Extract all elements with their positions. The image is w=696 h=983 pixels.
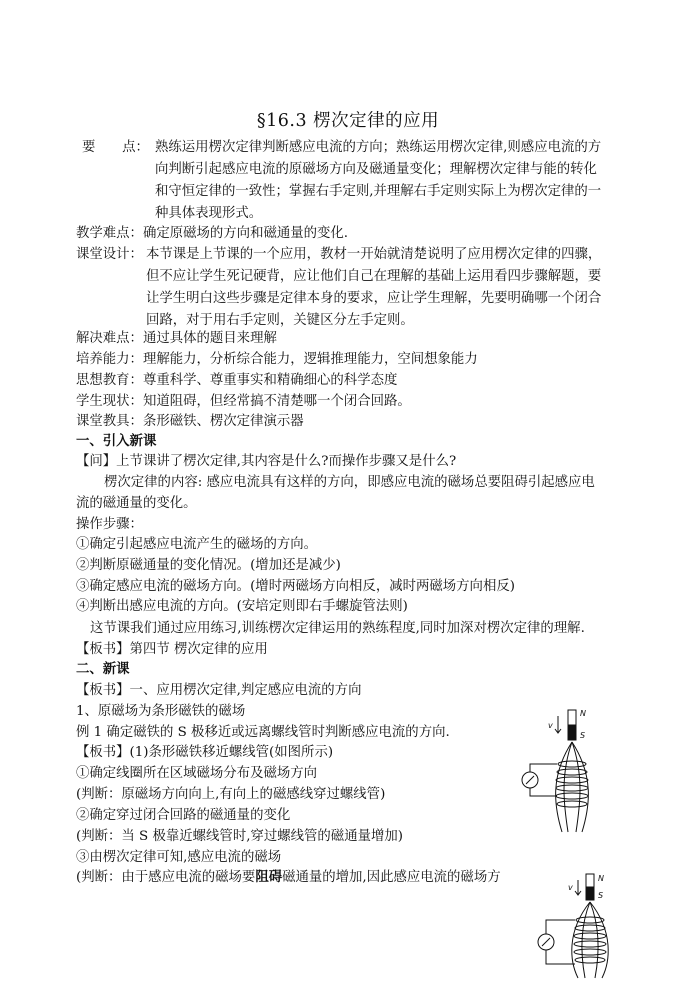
judge-c-post: 磁通量的增加,因此感应电流的磁场方	[282, 870, 501, 885]
step-4: ④判断出感应电流的方向。(安培定则即右手螺旋管法则)	[76, 599, 408, 614]
judge-a: (判断：原磁场方向向上,有向上的磁感线穿过螺线管)	[76, 787, 386, 802]
ideology-label: 思想教育：	[76, 373, 143, 388]
figure1-n-label: N	[580, 709, 586, 718]
design-line-3: 让学生明白这些步骤是定律本身的要求，应让学生理解，先要明确哪一个闭合	[146, 291, 602, 306]
key-points-line-2: 向判断引起感应电流的原磁场方向及磁通量变化；理解楞次定律与能的转化	[155, 162, 597, 177]
step-2: ②判断原磁通量的变化情况。(增加还是减少)	[76, 558, 341, 573]
content-line-2: 流的磁通量的变化。	[76, 496, 197, 511]
board-line-2: 【板书】一、应用楞次定律,判定感应电流的方向	[76, 683, 362, 698]
ability-row	[76, 350, 478, 369]
key-points-label: 要 点：	[82, 140, 149, 155]
question-line: 【问】上节课讲了楞次定律,其内容是什么?而操作步骤又是什么?	[76, 454, 457, 469]
status-label: 学生现状：	[76, 394, 143, 409]
step-3: ③确定感应电流的磁场方向。(增时两磁场方向相反，减时两磁场方向相反)	[76, 579, 515, 594]
design-label: 课堂设计：	[76, 247, 143, 262]
figure2-n-label: N	[598, 874, 604, 883]
key-points-line-3: 和守恒定律的一致性；掌握右手定则,并理解右手定则实际上为楞次定律的一	[155, 184, 602, 199]
design-line-2: 但不应让学生死记硬背，应让他们自己在理解的基础上运用看四步骤解题，要	[146, 269, 602, 284]
practice-line: 这节课我们通过应用练习,训练楞次定律运用的熟练程度,同时加深对楞次定律的理解.	[90, 621, 585, 636]
step-1: ①确定引起感应电流产生的磁场的方向。	[76, 537, 318, 552]
board-line-1: 【板书】第四节 楞次定律的应用	[76, 642, 268, 657]
judge-c-pre: (判断：由于感应电流的磁场要	[76, 870, 256, 885]
solve-label: 解决难点：	[76, 331, 143, 346]
step-b: ②确定穿过闭合回路的磁通量的变化	[76, 808, 291, 823]
section-heading-2: 二、新课	[76, 661, 130, 677]
tools-label: 课堂教具：	[76, 414, 143, 429]
key-points-line-4: 种具体表现形式。	[155, 206, 263, 221]
sub-heading-1: 1、原磁场为条形磁铁的磁场	[76, 704, 246, 719]
figure2-s-label: S	[598, 891, 604, 900]
key-points-line-1: 熟练运用楞次定律判断感应电流的方向；熟练运用楞次定律,则感应电流的方	[155, 140, 602, 155]
judge-c	[76, 868, 501, 887]
ability-text: 理解能力，分析综合能力，逻辑推理能力，空间想象能力	[142, 352, 478, 367]
example-1: 例 1 确定磁铁的 S 极移近或远离螺线管时判断感应电流的方向.	[76, 725, 450, 740]
solve-row	[76, 329, 277, 348]
ability-label: 培养能力：	[76, 352, 143, 367]
step-c: ③由楞次定律可知,感应电流的磁场	[76, 850, 282, 865]
content-line-1: 楞次定律的内容: 感应电流具有这样的方向，即感应电流的磁场总要阻碍引起感应电	[104, 475, 595, 490]
page-title: §16.3 楞次定律的应用	[256, 111, 440, 131]
design-line-1: 本节课是上节课的一个应用，教材一开始就清楚说明了应用楞次定律的四骤，	[146, 247, 602, 262]
steps-label: 操作步骤：	[76, 517, 143, 532]
tools-row	[76, 412, 304, 431]
step-a: ①确定线圈所在区域磁场分布及磁场方向	[76, 766, 318, 781]
status-row	[76, 392, 411, 411]
solenoid-figure-1	[510, 706, 620, 836]
board-line-3: 【板书】(1)条形磁铁移近螺线管(如图所示)	[76, 745, 334, 760]
judge-c-bold: 阻碍	[255, 869, 283, 885]
difficulty-label: 教学难点：	[76, 226, 143, 241]
figure2-v-label: v	[568, 883, 573, 892]
figure1-s-label: S	[580, 731, 586, 740]
tools-text: 条形磁铁、楞次定律演示器	[142, 414, 304, 429]
ideology-row	[76, 371, 397, 390]
ideology-text: 尊重科学、尊重事实和精确细心的科学态度	[142, 373, 398, 388]
status-text: 知道阻碍，但经常搞不清楚哪一个闭合回路。	[142, 394, 411, 409]
solenoid-figure-2	[528, 872, 640, 980]
difficulty-row	[76, 224, 348, 243]
design-line-4: 回路，对于用右手定则，关键区分左手定则。	[146, 313, 414, 328]
figure1-v-label: v	[548, 721, 553, 730]
section-heading-1: 一、引入新课	[76, 433, 157, 449]
solve-text: 通过具体的题目来理解	[142, 331, 277, 346]
judge-b: (判断：当 S 极靠近螺线管时,穿过螺线管的磁通量增加)	[76, 829, 403, 844]
difficulty-text: 确定原磁场的方向和磁通量的变化.	[142, 226, 349, 241]
